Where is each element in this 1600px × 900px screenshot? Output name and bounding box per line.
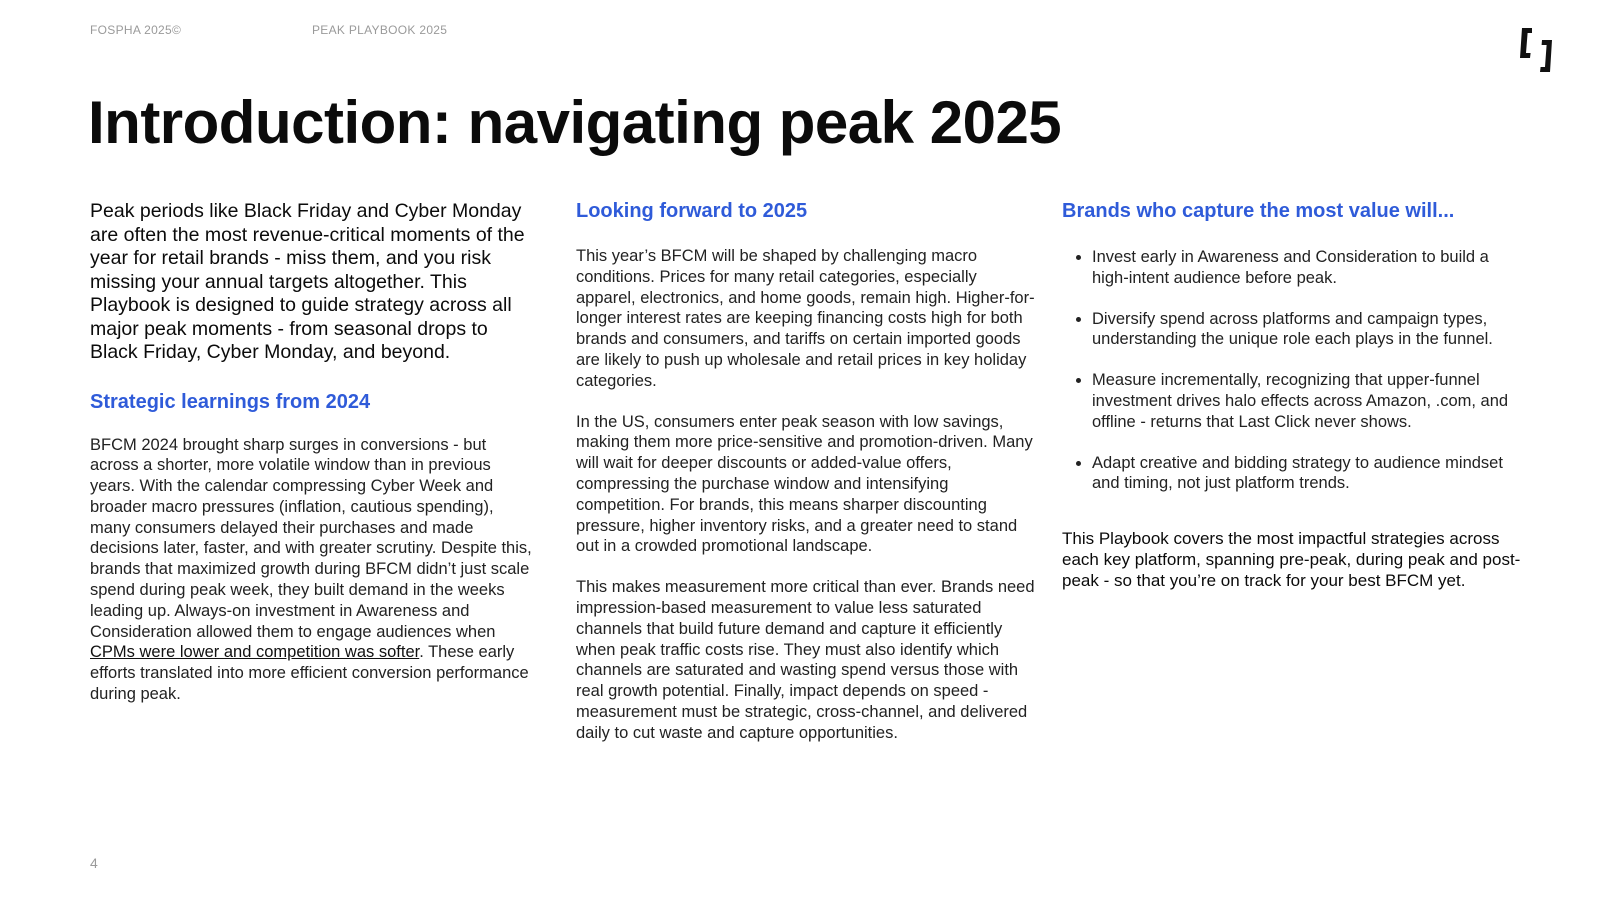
top-header (90, 23, 448, 37)
forward-paragraph: This year’s BFCM will be shaped by challenging macro conditions. Prices for many retail categories, especially apparel, electronics, and home goods, remain high. Higher-for-longer interest rates are keeping financing costs high for both brands and consumers, and tariffs on certain imported goods are likely to push up wholesale and retail prices in key holiday categories. (576, 247, 1035, 390)
value-bullet-list (1062, 247, 1522, 494)
learnings-text-end: . These early efforts translated into more efficient conversion performance during peak. (90, 643, 529, 704)
cpm-link[interactable]: CPMs were lower and competition was softer (90, 643, 420, 662)
list-item: • Measure incrementally, recognizing that upper-funnel investment drives halo effects across Amazon, .com, and offline - returns that Last Click never shows. (1092, 370, 1522, 432)
document-label: PEAK PLAYBOOK 2025 (312, 23, 448, 37)
page-number: 4 (90, 855, 98, 871)
column-value (1062, 200, 1522, 591)
column-intro (90, 200, 535, 705)
learnings-paragraph (90, 435, 535, 705)
section-heading-value: Brands who capture the most value will... (1062, 200, 1455, 222)
forward-paragraph: In the US, consumers enter peak season with low savings, making them more price-sensitive and promotion-driven. Many will wait for deeper discounts or added-value offers, compressing the purchase window and intensifying competition. For brands, this means sharper discounting pressure, higher inventory risks, and a greater need to stand out in a crowded promotional landscape. (576, 412, 1033, 556)
list-item: • Diversify spend across platforms and campaign types, understanding the unique role each plays in the funnel. (1092, 309, 1522, 351)
closing-paragraph: This Playbook covers the most impactful strategies across each key platform, spanning pre-peak, during peak and post-peak - so that you’re on track for your best BFCM yet. (1062, 529, 1521, 591)
list-item: • Invest early in Awareness and Consideration to build a high-intent audience before peak. (1092, 247, 1522, 289)
brand-label: FOSPHA 2025© (90, 23, 182, 37)
section-heading-learnings: Strategic learnings from 2024 (90, 390, 371, 413)
intro-lead-paragraph: Peak periods like Black Friday and Cyber Monday are often the most revenue-critical moments of the year for retail brands - miss them, and you risk missing your annual targets altogether. This Playbook is designed to guide strategy across all major peak moments - from seasonal drops to Black Friday, Cyber Monday, and beyond. (90, 200, 525, 363)
column-forward (576, 200, 1036, 744)
fospha-bracket-logo-icon (1518, 26, 1562, 74)
list-item: • Adapt creative and bidding strategy to audience mindset and timing, not just platform trends. (1092, 453, 1522, 495)
page-title: Introduction: navigating peak 2025 (88, 89, 1062, 156)
forward-paragraph: This makes measurement more critical than ever. Brands need impression-based measurement to value less saturated channels that build future demand and capture it efficiently when peak traffic costs rise. They must also identify which channels are saturated and wasting spend versus those with real growth potential. Finally, impact depends on speed - measurement must be strategic, cross-channel, and delivered daily to cut waste and capture opportunities. (576, 578, 1035, 742)
section-heading-forward: Looking forward to 2025 (576, 200, 808, 222)
learnings-text-start: BFCM 2024 brought sharp surges in conversions - but across a shorter, more volatile window than in previous years. With the calendar compressing Cyber Week and broader macro pressures (inflation, cautious spending), many consumers delayed their purchases and made decisions later, faster, and with greater scrutiny. Despite this, brands that maximized growth during BFCM didn’t just scale spend during peak week, they built demand in the weeks leading up. Always-on investment in Awareness and Consideration allowed them to engage audiences when (90, 435, 532, 641)
